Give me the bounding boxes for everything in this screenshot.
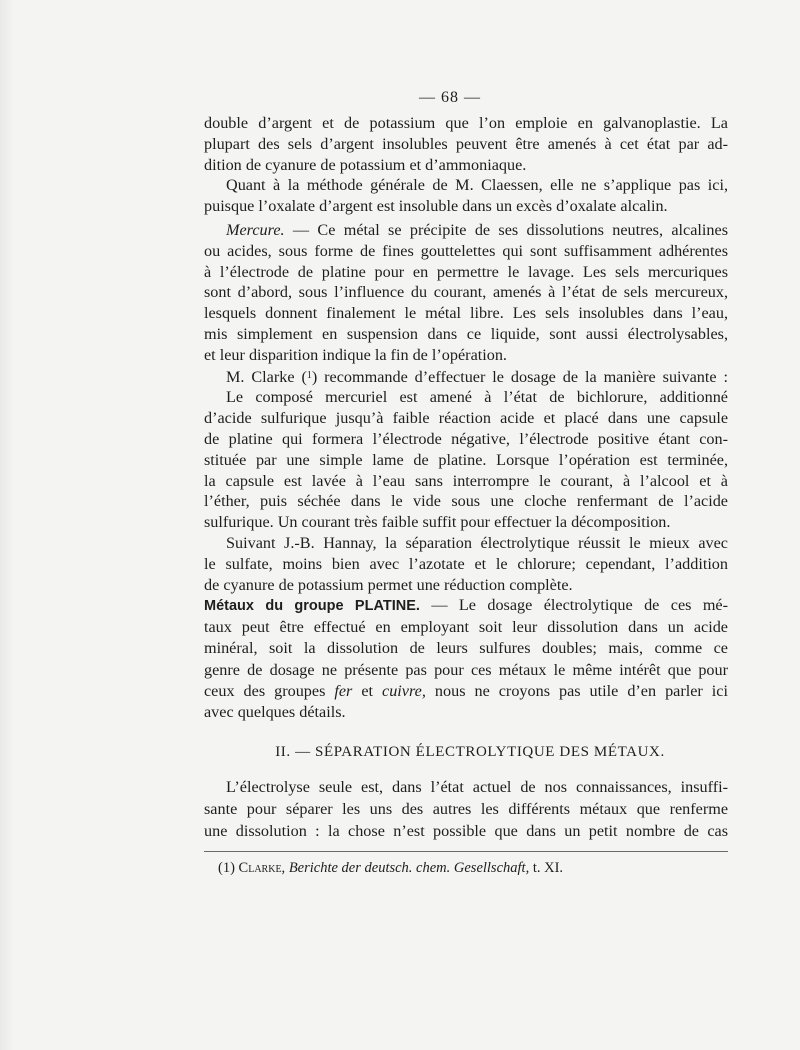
text-line: d’acide sulfurique jusqu’à faible réaction acide et placé dans une capsule — [204, 409, 728, 428]
text-line: avec quelques détails. — [204, 703, 346, 722]
section-heading: II. — SÉPARATION ÉLECTROLYTIQUE DES MÉTAUX. — [275, 744, 665, 760]
paragraph-mercure — [204, 220, 728, 595]
text-line: Le composé mercuriel est amené à l’état de bichlorure, additionné — [226, 388, 728, 407]
text-line: plupart des sels d’argent insolubles peuvent être amenés à cet état par ad- — [204, 134, 728, 153]
footnote-author: Clarke, — [238, 860, 286, 876]
text-line: double d’argent et de potassium que l’on emploie en galvanoplastie. La — [204, 114, 728, 132]
footnote-title: Berichte der deutsch. chem. Gesellschaft, — [288, 860, 530, 876]
text-line: sont d’abord, sous l’influence du courant, amenés à l’état de sels mercureux, — [204, 283, 728, 302]
text-line: le sulfate, moins bien avec l’azotate et le chlorure; cependant, l’addition — [204, 554, 728, 573]
text-line: lesquels donnent finalement le métal libre. Les sels insolubles dans l’eau, — [204, 304, 728, 323]
text-line: Mercure. — Ce métal se précipite de ses dissolutions neutres, alcalines — [226, 221, 728, 239]
footnote-marker: (1) — [218, 860, 235, 876]
text-line: de cyanure de potassium permet une réduction complète. — [204, 575, 573, 594]
text-line: à l’électrode de platine pour en permettre le lavage. Les sels mercuriques — [204, 262, 728, 281]
text-line: ceux des groupes fer et cuivre, nous ne croyons pas utile d’en parler ici — [204, 681, 728, 700]
text-line: mis simplement en suspension dans ce liquide, sont aussi électrolysables, — [204, 324, 728, 343]
footnote-rule — [204, 851, 728, 852]
text-line: sante pour séparer les uns des autres les différents métaux que renferme — [204, 800, 728, 818]
footnote-ref: 1 — [306, 369, 312, 381]
text-line: la capsule est lavée à l’eau sans interrompre le courant, à l’alcool et à — [204, 471, 728, 490]
mercure-label: Mercure. — [226, 221, 285, 239]
text-line: M. Clarke ($^1$) recommande d’effectuer le dosage de la manière suivante : — [226, 367, 729, 386]
text-line: dition de cyanure de potassium et d’ammoniaque. — [204, 155, 527, 174]
text-line: L’électrolyse seule est, dans l’état actuel de nos connaissances, insuffi- — [226, 778, 728, 796]
text-line: Métaux du groupe PLATINE. — Le dosage électrolytique de ces mé- — [204, 596, 728, 614]
text-line: ou acides, sous forme de fines gouttelettes qui sont suffisamment adhérentes — [204, 241, 728, 260]
text-line: puisque l’oxalate d’argent est insoluble dans un excès d’oxalate alcalin. — [204, 197, 668, 216]
text-line: et leur disparition indique la fin de l’opération. — [204, 345, 507, 364]
text-line: stituée par une simple lame de platine. Lorsque l’opération est terminée, — [204, 450, 728, 469]
text-line: de platine qui formera l’électrode négative, l’électrode positive étant con- — [204, 429, 728, 448]
text-line: genre de dosage ne présente pas pour ces métaux le même intérêt que pour — [204, 660, 728, 679]
text-line: sulfurique. Un courant très faible suffit pour effectuer la décomposition. — [204, 513, 671, 532]
text-line: taux peut être effectué en employant soit leur dissolution dans un acide — [204, 618, 728, 637]
text-line: l’éther, puis séchée dans le vide sous une cloche renfermant de l’acide — [204, 492, 728, 511]
text-line: Suivant J.-B. Hannay, la séparation électrolytique réussit le mieux avec — [226, 533, 728, 552]
platine-heading: Métaux du groupe PLATINE. — [204, 598, 420, 614]
page-number: — 68 — — [419, 89, 481, 106]
paragraph-separation — [204, 776, 728, 842]
footnote-volume: t. XI. — [532, 860, 564, 876]
paragraph-platine — [204, 595, 728, 723]
text-line: Quant à la méthode générale de M. Claessen, elle ne s’applique pas ici, — [226, 176, 728, 195]
text-line: une dissolution : la chose n’est possible que dans un petit nombre de cas — [204, 822, 728, 840]
paragraph-continuation — [204, 113, 728, 217]
text-line: minéral, soit la dissolution de leurs sulfures doubles; mais, comme ce — [204, 639, 728, 658]
footnote — [218, 860, 563, 877]
